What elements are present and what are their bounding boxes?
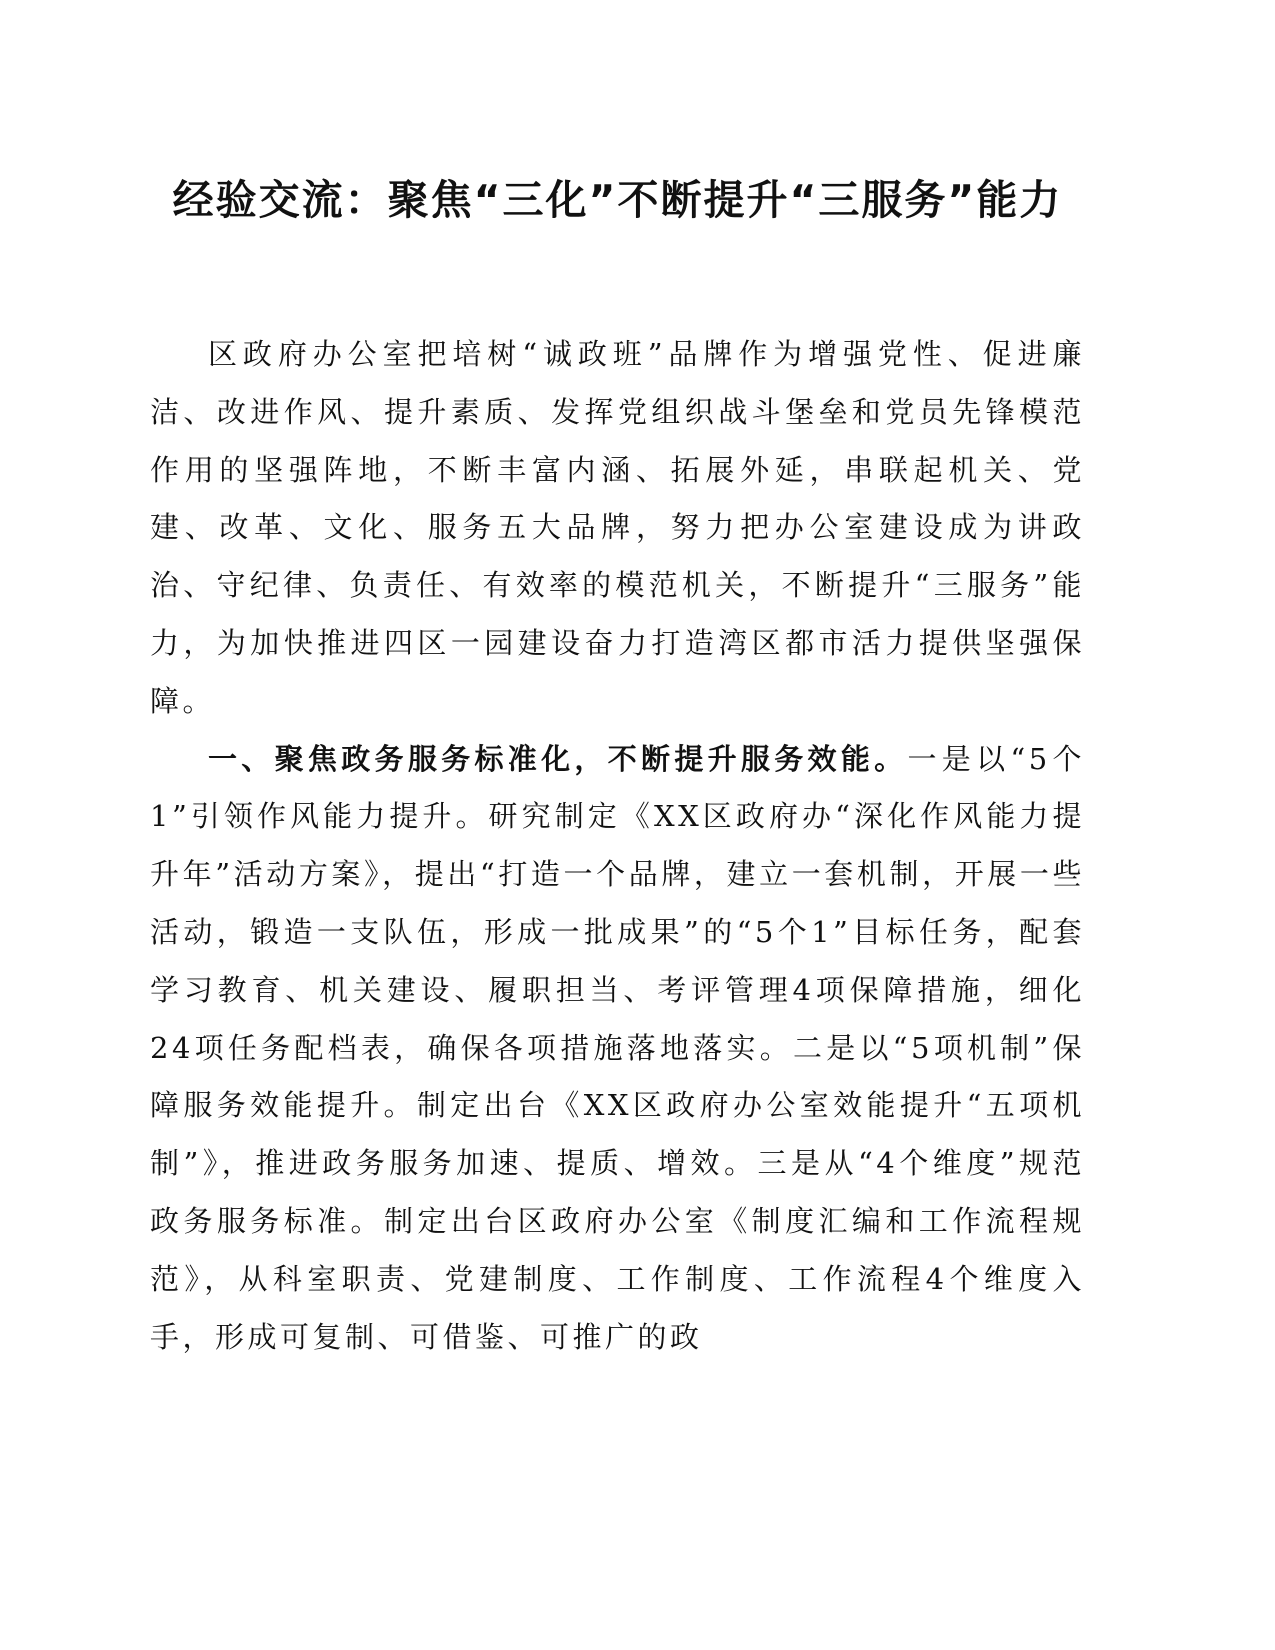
section-one-paragraph bbox=[150, 731, 1085, 1367]
section-one-heading: 一、聚焦政务服务标准化，不断提升服务效能。 bbox=[208, 741, 908, 776]
section-one-text: 一是以“5个1”引领作风能力提升。研究制定《XX区政府办“深化作风能力提升年”活动方案》，提出“打造一个品牌，建立一套机制，开展一些活动，锻造一支队伍，形成一批成果”的“5个1”目标任务，配套学习教育、机关建设、履职担当、考评管理4项保障措施，细化24项任务配档表，确保各项措施落地落实。二是以“5项机制”保障服务效能提升。制定出台《XX区政府办公室效能提升“五项机制”》，推进政务服务加速、提质、增效。三是从“4个维度”规范政务服务标准。制定出台区政府办公室《制度汇编和工作流程规范》，从科室职责、党建制度、工作制度、工作流程4个维度入手，形成可复制、可借鉴、可推广的政 bbox=[150, 741, 1085, 1354]
document-body bbox=[150, 326, 1085, 1366]
document-title: 经验交流：聚焦“三化”不断提升“三服务”能力 bbox=[172, 176, 1063, 224]
intro-paragraph: 区政府办公室把培树“诚政班”品牌作为增强党性、促进廉洁、改进作风、提升素质、发挥党组织战斗堡垒和党员先锋模范作用的坚强阵地，不断丰富内涵、拓展外延，串联起机关、党建、改革、文化、服务五大品牌，努力把办公室建设成为讲政治、守纪律、负责任、有效率的模范机关，不断提升“三服务”能力，为加快推进四区一园建设奋力打造湾区都市活力提供坚强保障。 bbox=[150, 337, 1085, 718]
